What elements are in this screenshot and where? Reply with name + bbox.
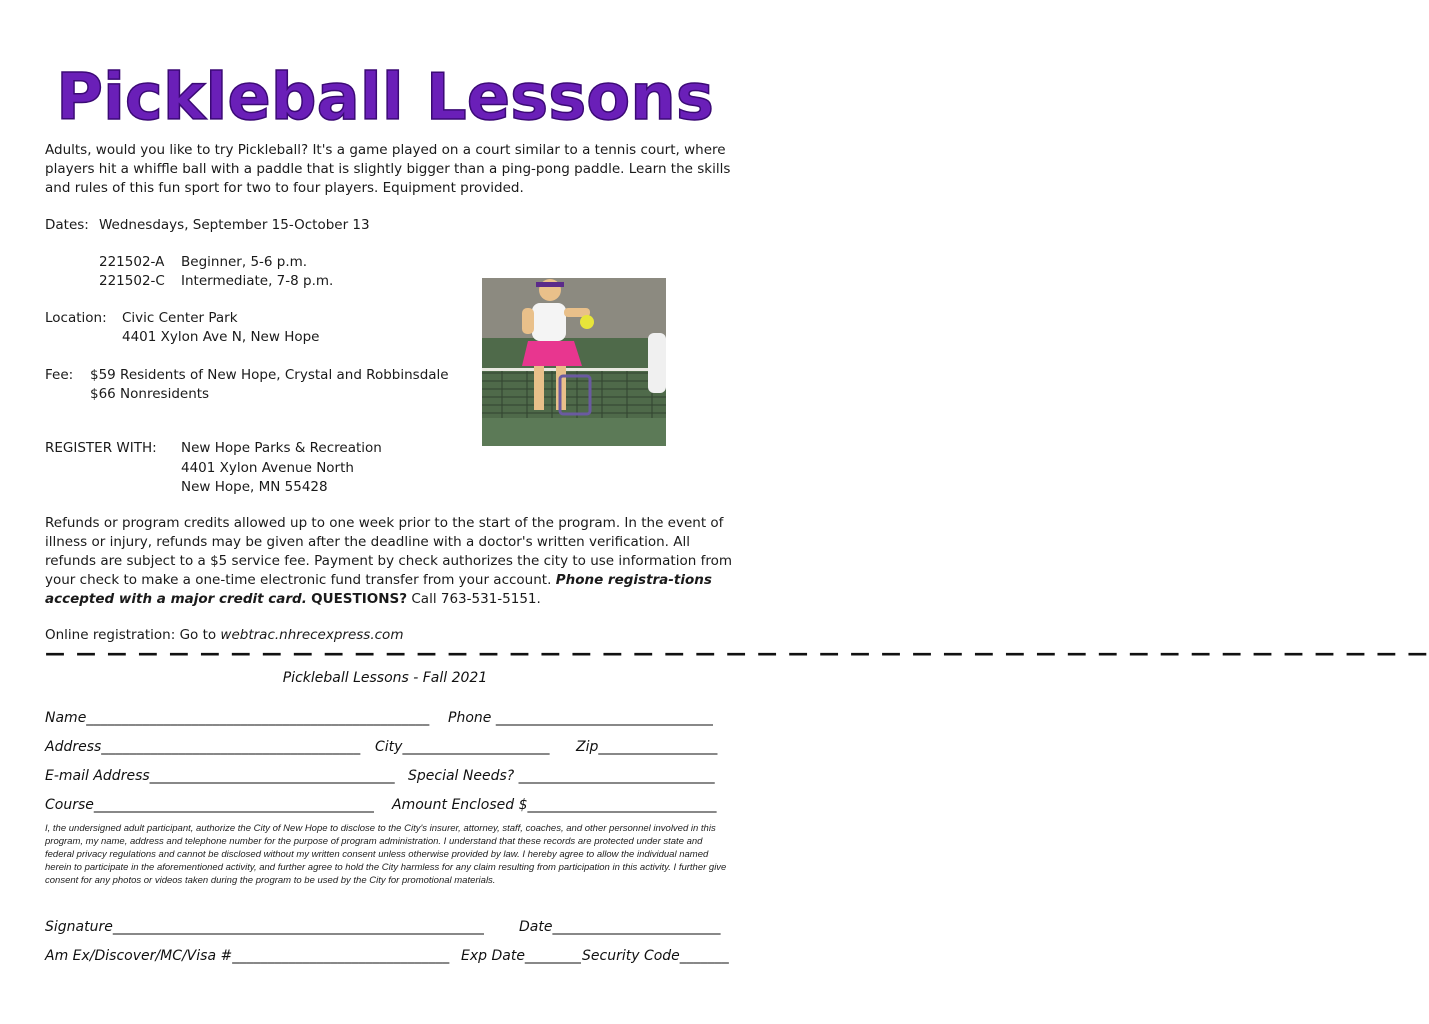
register-label: REGISTER WITH: (45, 440, 157, 456)
course-field[interactable]: Course________________________________________ (45, 797, 374, 813)
session-desc-c: Intermediate, 7-8 p.m. (181, 273, 334, 289)
online-label: Online registration: Go to (45, 627, 221, 643)
questions-phone: Call 763-531-5151. (407, 591, 541, 607)
register-line-2: 4401 Xylon Avenue North (181, 460, 354, 476)
page-title: Pickleball Lessons (56, 61, 714, 135)
email-field[interactable]: E-mail Address___________________________________ (45, 768, 395, 784)
session-code-a: 221502-A (99, 254, 165, 270)
session-desc-a: Beginner, 5-6 p.m. (181, 254, 308, 270)
phone-registration-note: Phone registra-tions accepted with a major credit card. (45, 572, 712, 607)
fee-line-1: $59 Residents of New Hope, Crystal and Robbinsdale (90, 367, 449, 383)
waiver-text: I, the undersigned adult participant, authorize the City of New Hope to disclose to the City's insurer, attorney, staff, coaches, and other personnel involved in this program, my name, address and telephone number for the purpose of program administration. I understand that these records are protected under state and federal privacy regulations and cannot be disclosed without my written consent unless otherwise provided by law. I hereby agree to allow the individual named herein to participate in the aforementioned activity, and further agree to hold the City harmless for any claim resulting from participation in this activity. I further give consent for any photos or videos taken during the program to be used by the City for promotional materials. (45, 823, 727, 886)
amount-enclosed-field[interactable]: Amount Enclosed $___________________________ (392, 797, 717, 813)
security-code-field[interactable]: Security Code_______ (582, 948, 729, 964)
register-line-1: New Hope Parks & Recreation (181, 440, 382, 456)
location-label: Location: (45, 310, 107, 326)
dates-label: Dates: (45, 217, 89, 233)
date-field[interactable]: Date________________________ (519, 919, 721, 935)
register-line-3: New Hope, MN 55428 (181, 479, 328, 495)
card-number-field[interactable]: Am Ex/Discover/MC/Visa #_______________________________ (45, 948, 450, 964)
zip-field[interactable]: Zip_________________ (576, 739, 718, 755)
city-field[interactable]: City_____________________ (375, 739, 550, 755)
pickleball-player-photo (482, 278, 666, 446)
location-line-1: Civic Center Park (122, 310, 238, 326)
cut-line: — — — — — — — — — — — — — — — — — — — — — — — — — — — — — — — — — — — — — — — — — — — — — (45, 641, 1429, 665)
special-needs-field[interactable]: Special Needs? ____________________________ (408, 768, 715, 784)
phone-field[interactable]: Phone _______________________________ (448, 710, 713, 726)
location-line-2: 4401 Xylon Ave N, New Hope (122, 329, 320, 345)
address-field[interactable]: Address_____________________________________ (45, 739, 361, 755)
form-title: Pickleball Lessons - Fall 2021 (282, 670, 488, 686)
refund-text: Refunds or program credits allowed up to one week prior to the start of the program. In the event of illness or injury, refunds may be given after the deadline with a doctor's written verification. All refunds are subject to a $5 service fee. Payment by check authorizes the city to use information from your check to make a one-time electronic fund transfer from your account. (45, 515, 732, 588)
questions-label: QUESTIONS? (311, 591, 408, 607)
online-url-link[interactable]: webtrac.nhrecexpress.com (220, 627, 404, 643)
session-code-c: 221502-C (99, 273, 165, 289)
dates-value: Wednesdays, September 15-October 13 (99, 217, 370, 233)
refund-paragraph (45, 514, 733, 609)
signature-field[interactable]: Signature_____________________________________________________ (45, 919, 484, 935)
fee-label: Fee: (45, 367, 74, 383)
exp-date-field[interactable]: Exp Date________ (461, 948, 581, 964)
name-field[interactable]: Name_________________________________________________ (45, 710, 430, 726)
fee-line-2: $66 Nonresidents (90, 386, 210, 402)
intro-paragraph: Adults, would you like to try Pickleball? It's a game played on a court similar to a tennis court, where players hit a whiffle ball with a paddle that is slightly bigger than a ping-pong paddle. Learn the skills and rules of this fun sport for two to four players. Equipment provided. (45, 142, 731, 196)
